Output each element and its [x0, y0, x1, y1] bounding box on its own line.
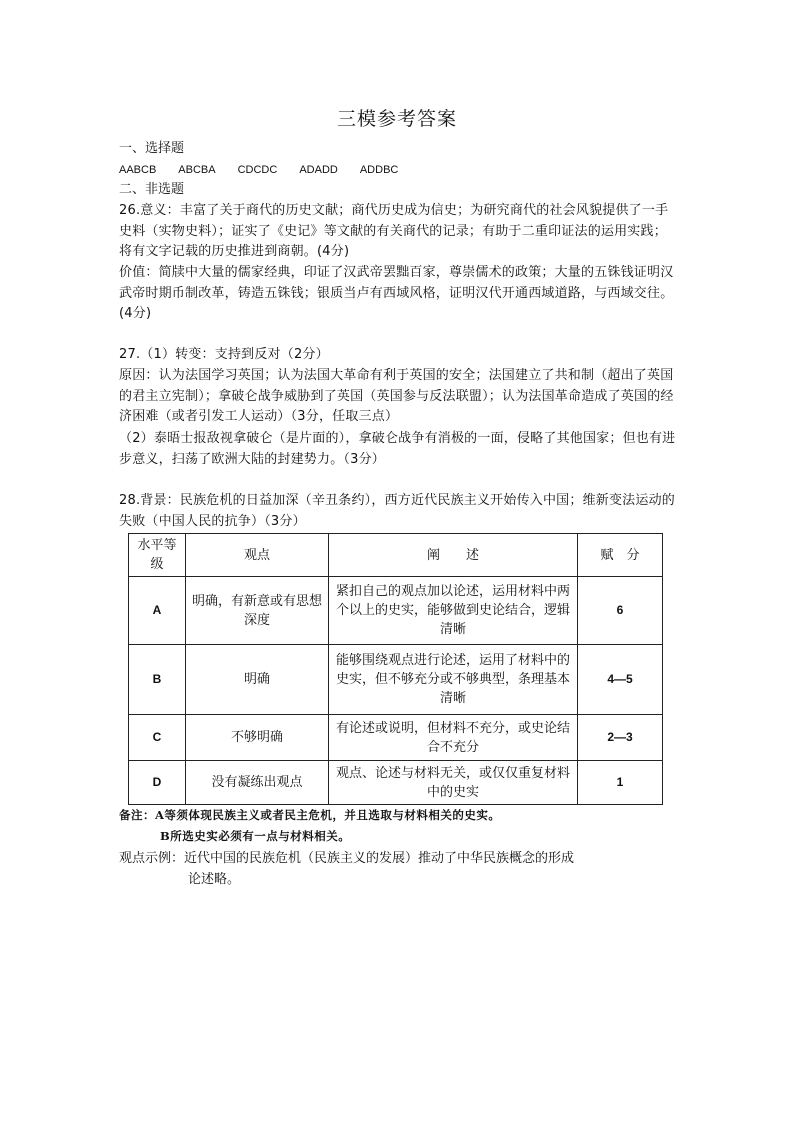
- answer-group-3: CDCDC: [237, 164, 278, 176]
- row-score: 2—3: [578, 715, 663, 761]
- row-desc: 有论述或说明，但材料不充分，或史论结合不充分: [329, 715, 578, 761]
- table-row: [129, 645, 663, 715]
- row-level: D: [129, 761, 186, 805]
- table-row: [129, 761, 663, 805]
- table-row: [129, 715, 663, 761]
- row-level: B: [129, 645, 186, 715]
- q28-background: 28.背景：民族危机的日益加深（辛丑条约），西方近代民族主义开始传入中国；维新变法运动的失败（中国人民的抗争）（3分）: [119, 493, 675, 529]
- choice-answers: [119, 160, 420, 180]
- scoring-rubric-table: [128, 533, 663, 805]
- answer-group-4: ADADD: [299, 164, 338, 176]
- answer-group-5: ADDBC: [359, 164, 399, 176]
- table-header-row: [129, 534, 663, 577]
- row-desc: 能够围绕观点进行论述，运用了材料中的史实，但不够充分或不够典型，条理基本清晰: [329, 645, 578, 715]
- section2-heading: 二、非选题: [119, 182, 185, 197]
- row-view: 不够明确: [186, 715, 329, 761]
- row-desc: 紧扣自己的观点加以论述，运用材料中两个以上的史实，能够做到史论结合，逻辑清晰: [329, 577, 578, 645]
- header-level: 水平等级: [129, 534, 186, 577]
- rubric-note-1: 备注：A等须体现民族主义或者民主危机，并且选取与材料相关的史实。: [119, 808, 501, 822]
- answer-group-1: AABCB: [119, 164, 157, 176]
- answer-group-2: ABCBA: [178, 164, 216, 176]
- row-view: 没有凝练出观点: [186, 761, 329, 805]
- row-level: A: [129, 577, 186, 645]
- table-row: [129, 577, 663, 645]
- header-desc: 阐 述: [329, 534, 578, 577]
- example-view: 观点示例：近代中国的民族危机（民族主义的发展）推动了中华民族概念的形成: [119, 851, 575, 866]
- row-level: C: [129, 715, 186, 761]
- row-desc: 观点、论述与材料无关，或仅仅重复材料中的史实: [329, 761, 578, 805]
- header-view: 观点: [186, 534, 329, 577]
- section1-heading: 一、选择题: [119, 141, 185, 156]
- q27-part2: （2）泰晤士报敌视拿破仑（是片面的），拿破仑战争有消极的一面，侵略了其他国家；但也有进步意义，扫荡了欧洲大陆的封建势力。（3分）: [119, 431, 676, 467]
- row-score: 6: [578, 577, 663, 645]
- q26-value: 价值：简牍中大量的儒家经典，印证了汉武帝罢黜百家，尊崇儒术的政策；大量的五铢钱证明汉武帝时期币制改革，铸造五铢钱；银质当卢有西域风格，证明汉代开通西域道路，与西域交往。(4分): [119, 265, 674, 321]
- page-title: 三模参考答案: [336, 108, 457, 130]
- header-score: 赋 分: [578, 534, 663, 577]
- rubric-note-2: B所选史实必须有一点与材料相关。: [160, 829, 351, 843]
- row-score: 4—5: [578, 645, 663, 715]
- q26-meaning: 26.意义：丰富了关于商代的历史文献；商代历史成为信史；为研究商代的社会风貌提供了一手史料（实物史料）；证实了《史记》等文献的有关商代的记录；有助于二重印证法的运用实践；将有文字记载的历史推进到商朝。(4分): [119, 203, 669, 259]
- q27-part1: 27.（1）转变：支持到反对（2分）: [119, 347, 329, 362]
- discussion-omitted: 论述略。: [188, 872, 241, 887]
- row-view: 明确，有新意或有思想深度: [186, 577, 329, 645]
- q27-reason: 原因：认为法国学习英国；认为法国大革命有利于英国的安全；法国建立了共和制（超出了英国的君主立宪制）；拿破仑战争威胁到了英国（英国参与反法联盟）；认为法国革命造成了英国的经济困难（或者引发工人运动）（3分，任取三点）: [119, 368, 674, 424]
- row-score: 1: [578, 761, 663, 805]
- row-view: 明确: [186, 645, 329, 715]
